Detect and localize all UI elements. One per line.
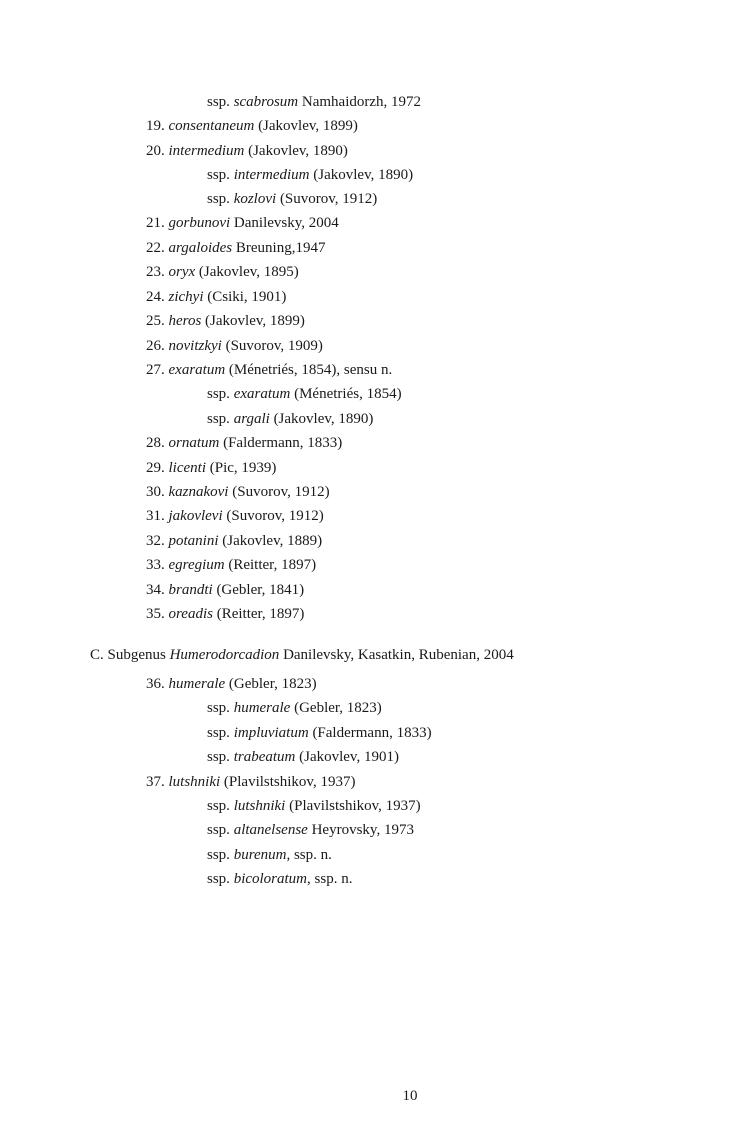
species-line	[207, 846, 332, 864]
species-line	[207, 166, 413, 184]
taxon-author: (Jakovlev, 1899)	[254, 118, 358, 134]
taxon-name: kaznakovi	[168, 484, 229, 500]
taxon-name: lutshniki	[168, 774, 221, 790]
taxon-author: (Gebler, 1823)	[290, 700, 382, 716]
taxon-author: , ssp. n.	[307, 871, 353, 887]
taxon-name: kozlovi	[233, 191, 277, 207]
line-prefix: ssp.	[207, 191, 234, 207]
taxon-author: (Csiki, 1901)	[203, 289, 287, 305]
taxon-name: zichyi	[168, 289, 204, 305]
page-number: 10	[402, 1088, 418, 1104]
taxon-name: altanelsense	[233, 822, 308, 838]
species-line	[146, 263, 299, 281]
taxon-name: lutshniki	[233, 798, 286, 814]
taxon-author: (Jakovlev, 1899)	[201, 313, 305, 329]
taxon-name: trabeatum	[233, 749, 296, 765]
taxon-name: oryx	[168, 264, 196, 280]
line-prefix: 24.	[146, 289, 169, 305]
line-prefix: ssp.	[207, 411, 234, 427]
line-prefix: 33.	[146, 557, 169, 573]
species-line	[146, 142, 348, 160]
line-prefix: 25.	[146, 313, 169, 329]
taxon-author: (Plavilstshikov, 1937)	[285, 798, 421, 814]
line-prefix: 32.	[146, 533, 169, 549]
taxon-author: , ssp. n.	[286, 847, 332, 863]
line-prefix: 28.	[146, 435, 169, 451]
taxon-author: (Jakovlev, 1890)	[244, 143, 348, 159]
line-prefix: 36.	[146, 676, 169, 692]
line-prefix: 21.	[146, 215, 169, 231]
species-line	[207, 870, 352, 888]
line-prefix: ssp.	[207, 822, 234, 838]
species-line	[146, 773, 355, 791]
taxon-author: (Suvorov, 1912)	[228, 484, 330, 500]
taxon-author: Breuning,1947	[232, 240, 326, 256]
line-prefix: 19.	[146, 118, 169, 134]
species-line	[146, 239, 325, 257]
taxon-author: (Ménetriés, 1854), sensu n.	[225, 362, 393, 378]
line-prefix: 34.	[146, 582, 169, 598]
taxon-name: impluviatum	[233, 725, 309, 741]
taxon-name: exaratum	[233, 386, 291, 402]
taxon-author: (Plavilstshikov, 1937)	[220, 774, 356, 790]
line-prefix: ssp.	[207, 386, 234, 402]
taxon-name: Humerodorcadion	[169, 647, 280, 663]
taxon-name: licenti	[168, 460, 206, 476]
taxon-author: (Gebler, 1841)	[212, 582, 305, 598]
line-prefix: ssp.	[207, 167, 234, 183]
taxon-name: brandti	[168, 582, 213, 598]
species-line	[146, 434, 342, 452]
taxon-author: (Jakovlev, 1901)	[295, 749, 399, 765]
taxon-name: gorbunovi	[168, 215, 231, 231]
taxon-author: (Faldermann, 1833)	[219, 435, 343, 451]
species-line	[146, 605, 304, 623]
species-line	[146, 483, 330, 501]
taxon-name: heros	[168, 313, 202, 329]
species-line	[146, 214, 339, 232]
line-prefix: ssp.	[207, 847, 234, 863]
species-line	[207, 724, 432, 742]
taxon-author: (Suvorov, 1912)	[276, 191, 378, 207]
species-line	[146, 675, 317, 693]
taxon-name: consentaneum	[168, 118, 255, 134]
taxon-name: bicoloratum	[233, 871, 308, 887]
species-line	[146, 507, 324, 525]
species-line	[207, 748, 399, 766]
species-line	[207, 410, 373, 428]
taxon-name: argaloides	[168, 240, 233, 256]
taxon-name: humerale	[168, 676, 226, 692]
taxon-name: argali	[233, 411, 270, 427]
taxon-name: exaratum	[168, 362, 226, 378]
taxon-author: (Jakovlev, 1890)	[269, 411, 374, 427]
line-prefix: 31.	[146, 508, 169, 524]
taxon-author: (Reitter, 1897)	[212, 606, 305, 622]
species-line	[146, 459, 276, 477]
taxon-author: Danilevsky, 2004	[230, 215, 339, 231]
line-prefix: 26.	[146, 338, 169, 354]
species-line	[207, 821, 414, 839]
line-prefix: 35.	[146, 606, 169, 622]
taxon-name: humerale	[233, 700, 291, 716]
species-line	[207, 190, 377, 208]
taxon-name: oreadis	[168, 606, 213, 622]
taxon-author: (Ménetriés, 1854)	[290, 386, 402, 402]
taxon-author: (Jakovlev, 1890)	[309, 167, 414, 183]
species-line	[146, 312, 305, 330]
taxon-name: ornatum	[168, 435, 220, 451]
taxon-name: potanini	[168, 533, 219, 549]
species-line	[146, 288, 286, 306]
line-prefix: 27.	[146, 362, 169, 378]
species-line	[146, 556, 316, 574]
species-line	[146, 117, 358, 135]
taxon-author: (Jakovlev, 1895)	[195, 264, 299, 280]
line-prefix: ssp.	[207, 94, 234, 110]
species-line	[207, 385, 402, 403]
taxon-author: (Jakovlev, 1889)	[218, 533, 323, 549]
taxon-name: intermedium	[168, 143, 245, 159]
subgenus-heading	[90, 646, 514, 664]
species-line	[207, 93, 421, 111]
taxon-name: jakovlevi	[168, 508, 223, 524]
species-line	[146, 337, 323, 355]
taxon-name: intermedium	[233, 167, 310, 183]
taxon-name: novitzkyi	[168, 338, 222, 354]
species-line	[146, 581, 304, 599]
line-prefix: ssp.	[207, 798, 234, 814]
taxon-author: (Faldermann, 1833)	[308, 725, 432, 741]
line-prefix: ssp.	[207, 725, 234, 741]
taxon-name: scabrosum	[233, 94, 299, 110]
taxon-author: (Pic, 1939)	[206, 460, 277, 476]
line-prefix: ssp.	[207, 871, 234, 887]
line-prefix: 29.	[146, 460, 169, 476]
taxon-author: Danilevsky, Kasatkin, Rubenian, 2004	[279, 647, 514, 663]
taxon-author: (Gebler, 1823)	[225, 676, 317, 692]
taxon-author: (Suvorov, 1909)	[221, 338, 323, 354]
line-prefix: ssp.	[207, 749, 234, 765]
species-line	[207, 797, 421, 815]
taxon-name: egregium	[168, 557, 225, 573]
line-prefix: 22.	[146, 240, 169, 256]
taxon-author: (Reitter, 1897)	[224, 557, 317, 573]
species-line	[207, 699, 382, 717]
taxon-author: (Suvorov, 1912)	[222, 508, 324, 524]
line-prefix: C. Subgenus	[90, 647, 170, 663]
taxon-name: burenum	[233, 847, 287, 863]
taxon-author: Namhaidorzh, 1972	[298, 94, 422, 110]
line-prefix: 30.	[146, 484, 169, 500]
line-prefix: 23.	[146, 264, 169, 280]
line-prefix: 37.	[146, 774, 169, 790]
line-prefix: 20.	[146, 143, 169, 159]
species-line	[146, 532, 322, 550]
line-prefix: ssp.	[207, 700, 234, 716]
taxon-author: Heyrovsky, 1973	[307, 822, 414, 838]
species-line	[146, 361, 392, 379]
